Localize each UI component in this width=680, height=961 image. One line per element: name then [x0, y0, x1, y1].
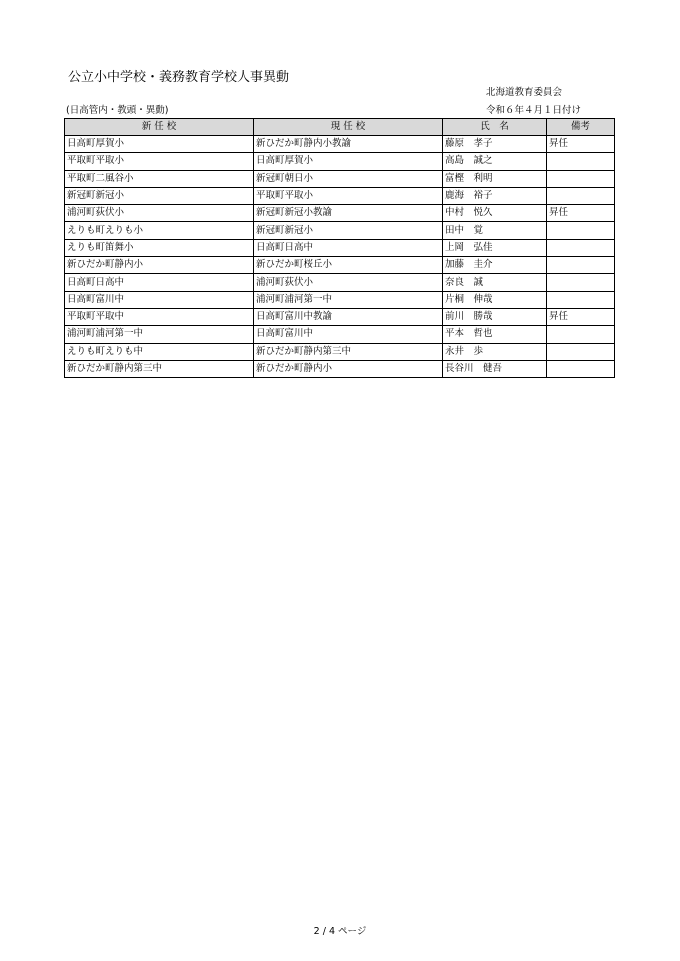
- table-header-row: [65, 119, 615, 136]
- new-school-cell: 平取町平取小: [65, 153, 254, 170]
- name-cell: 長谷川 健吾: [443, 360, 547, 377]
- table-row: [65, 308, 615, 325]
- name-cell: 奈良 誠: [443, 274, 547, 291]
- remarks-cell: [547, 187, 615, 204]
- name-cell: 永井 歩: [443, 343, 547, 360]
- new-school-cell: 日高町富川中: [65, 291, 254, 308]
- new-school-cell: 日高町厚賀小: [65, 136, 254, 153]
- remarks-cell: 昇任: [547, 205, 615, 222]
- header-name: 氏 名: [443, 119, 547, 136]
- page-footer: 2 / 4 ページ: [313, 926, 367, 937]
- personnel-table: [64, 118, 615, 378]
- remarks-cell: [547, 274, 615, 291]
- new-school-cell: えりも町笛舞小: [65, 239, 254, 256]
- current-school-cell: 新ひだか町静内第三中: [254, 343, 443, 360]
- name-cell: 田中 覚: [443, 222, 547, 239]
- new-school-cell: 日高町日高中: [65, 274, 254, 291]
- table-row: [65, 153, 615, 170]
- new-school-cell: えりも町えりも中: [65, 343, 254, 360]
- remarks-cell: [547, 291, 615, 308]
- current-school-cell: 日高町日高中: [254, 239, 443, 256]
- name-cell: 中村 悦久: [443, 205, 547, 222]
- remarks-cell: [547, 343, 615, 360]
- current-school-cell: 新冠町新冠小: [254, 222, 443, 239]
- current-school-cell: 平取町平取小: [254, 187, 443, 204]
- new-school-cell: 新ひだか町静内第三中: [65, 360, 254, 377]
- date-label: 令和６年４月１日付け: [486, 105, 582, 116]
- current-school-cell: 日高町富川中教諭: [254, 308, 443, 325]
- page-title: 公立小中学校・義務教育学校人事異動: [68, 70, 290, 85]
- new-school-cell: 浦河町浦河第一中: [65, 326, 254, 343]
- name-cell: 藤原 孝子: [443, 136, 547, 153]
- table-row: [65, 205, 615, 222]
- current-school-cell: 新冠町朝日小: [254, 170, 443, 187]
- new-school-cell: 新ひだか町静内小: [65, 257, 254, 274]
- new-school-cell: 浦河町荻伏小: [65, 205, 254, 222]
- table-row: [65, 187, 615, 204]
- table-row: [65, 291, 615, 308]
- name-cell: 平本 哲也: [443, 326, 547, 343]
- header-new-school: 新 任 校: [65, 119, 254, 136]
- remarks-cell: 昇任: [547, 308, 615, 325]
- current-school-cell: 日高町厚賀小: [254, 153, 443, 170]
- table-row: [65, 274, 615, 291]
- current-school-cell: 新ひだか町静内小: [254, 360, 443, 377]
- remarks-cell: 昇任: [547, 136, 615, 153]
- table-row: [65, 360, 615, 377]
- remarks-cell: [547, 239, 615, 256]
- remarks-cell: [547, 153, 615, 170]
- table-row: [65, 136, 615, 153]
- remarks-cell: [547, 360, 615, 377]
- current-school-cell: 新ひだか町桜丘小: [254, 257, 443, 274]
- current-school-cell: 日高町富川中: [254, 326, 443, 343]
- current-school-cell: 新冠町新冠小教諭: [254, 205, 443, 222]
- new-school-cell: 平取町平取中: [65, 308, 254, 325]
- table-row: [65, 170, 615, 187]
- table-row: [65, 257, 615, 274]
- table-row: [65, 239, 615, 256]
- new-school-cell: 平取町二風谷小: [65, 170, 254, 187]
- subtitle-label: (日高管内・教頭・異動): [66, 105, 169, 116]
- header-current-school: 現 任 校: [254, 119, 443, 136]
- remarks-cell: [547, 170, 615, 187]
- header-remarks: 備考: [547, 119, 615, 136]
- table-row: [65, 222, 615, 239]
- remarks-cell: [547, 326, 615, 343]
- remarks-cell: [547, 222, 615, 239]
- name-cell: 鹿海 裕子: [443, 187, 547, 204]
- name-cell: 加藤 圭介: [443, 257, 547, 274]
- current-school-cell: 浦河町荻伏小: [254, 274, 443, 291]
- name-cell: 富樫 利明: [443, 170, 547, 187]
- name-cell: 高島 誠之: [443, 153, 547, 170]
- new-school-cell: 新冠町新冠小: [65, 187, 254, 204]
- table-row: [65, 326, 615, 343]
- name-cell: 上岡 弘佳: [443, 239, 547, 256]
- issuer-label: 北海道教育委員会: [486, 87, 563, 98]
- remarks-cell: [547, 257, 615, 274]
- name-cell: 前川 勝哉: [443, 308, 547, 325]
- current-school-cell: 新ひだか町静内小教諭: [254, 136, 443, 153]
- table-row: [65, 343, 615, 360]
- new-school-cell: えりも町えりも小: [65, 222, 254, 239]
- name-cell: 片桐 伸哉: [443, 291, 547, 308]
- current-school-cell: 浦河町浦河第一中: [254, 291, 443, 308]
